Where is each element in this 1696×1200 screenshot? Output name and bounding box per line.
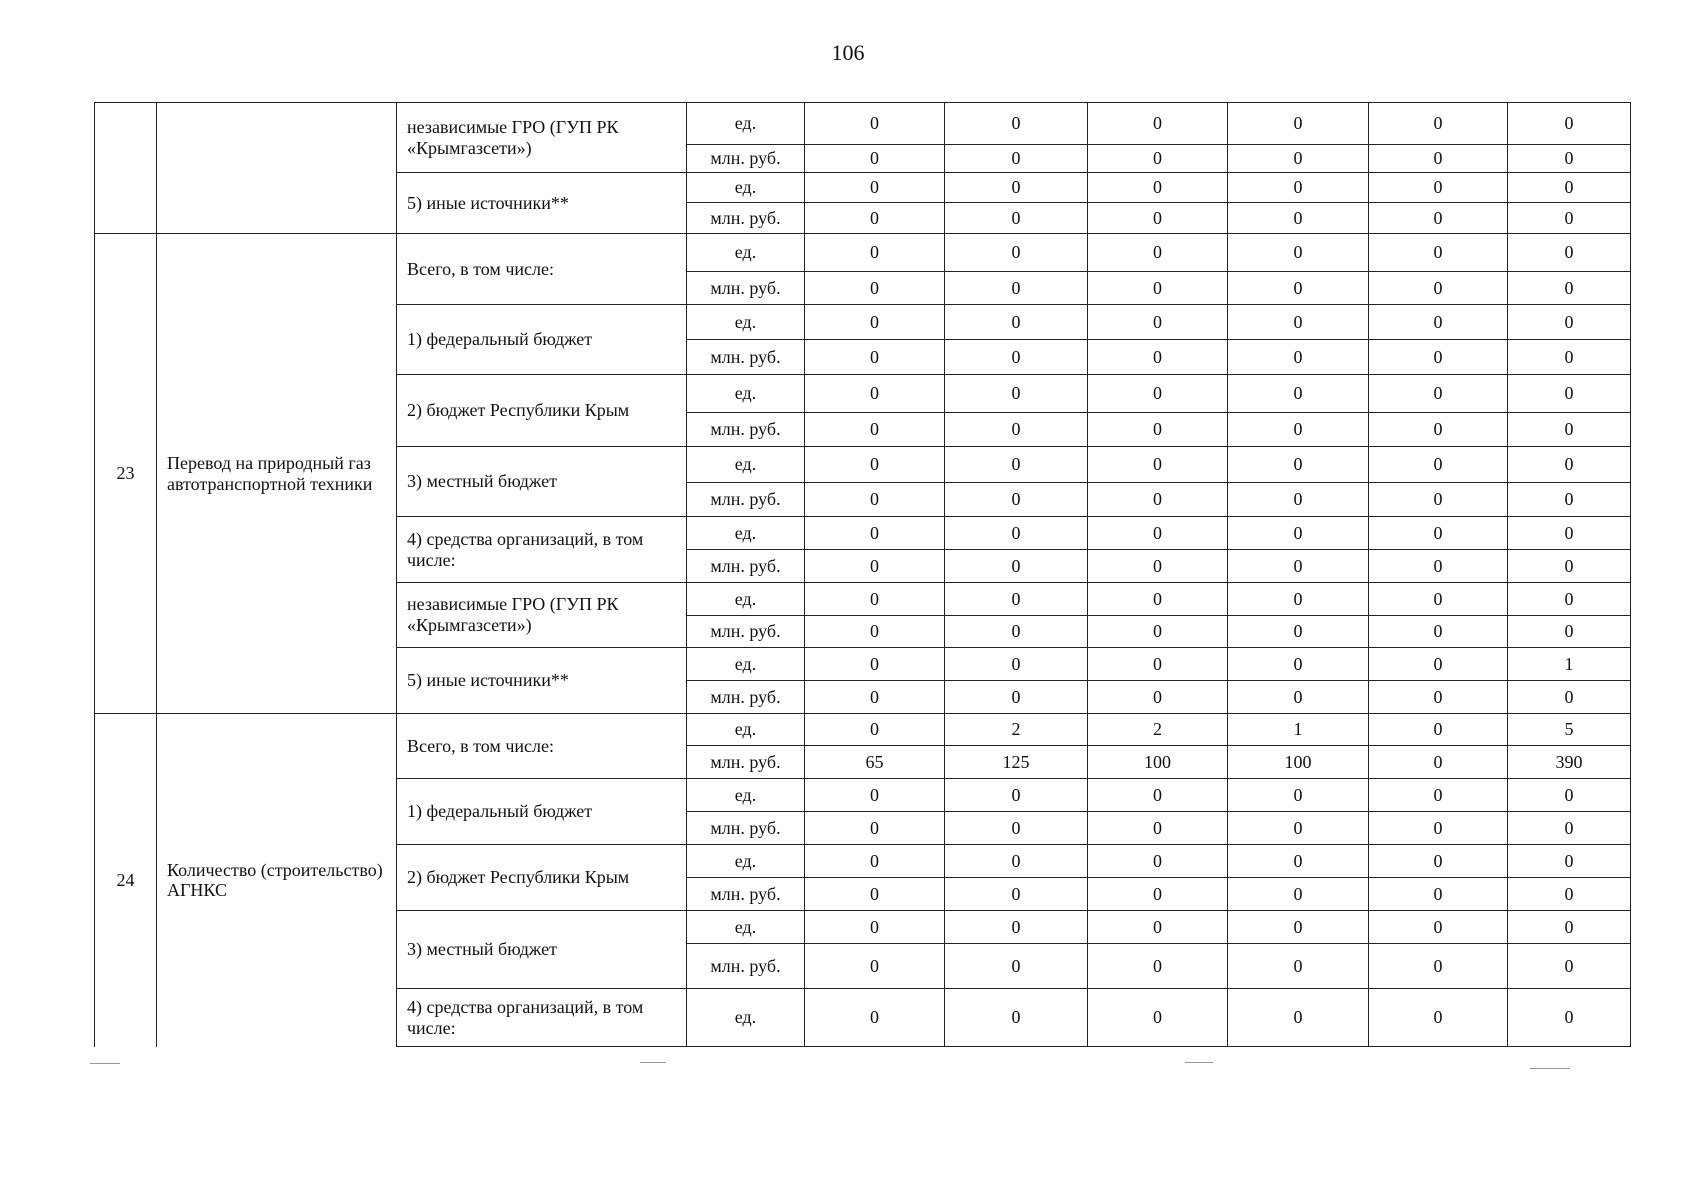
value-cell: 0 bbox=[1088, 878, 1228, 911]
value-cell: 0 bbox=[1228, 483, 1369, 517]
value-cell: 0 bbox=[1508, 173, 1631, 203]
value-cell: 0 bbox=[1088, 779, 1228, 812]
value-cell: 0 bbox=[1508, 375, 1631, 413]
value-cell: 0 bbox=[1369, 413, 1508, 447]
value-cell: 0 bbox=[945, 583, 1088, 616]
value-cell: 0 bbox=[1508, 145, 1631, 173]
value-cell: 0 bbox=[945, 203, 1088, 234]
value-cell: 0 bbox=[945, 375, 1088, 413]
value-cell: 0 bbox=[945, 845, 1088, 878]
value-cell: 0 bbox=[1369, 203, 1508, 234]
value-cell: 125 bbox=[945, 746, 1088, 779]
value-cell: 0 bbox=[945, 878, 1088, 911]
funding-source: 3) местный бюджет bbox=[397, 911, 687, 989]
value-cell: 0 bbox=[1369, 616, 1508, 648]
value-cell: 0 bbox=[1369, 878, 1508, 911]
funding-source: 5) иные источники** bbox=[397, 648, 687, 714]
value-cell: 0 bbox=[805, 812, 945, 845]
value-cell: 0 bbox=[945, 413, 1088, 447]
value-cell: 0 bbox=[1228, 944, 1369, 989]
value-cell: 0 bbox=[1088, 234, 1228, 272]
value-cell: 0 bbox=[1228, 616, 1369, 648]
unit-cell: ед. bbox=[687, 714, 805, 746]
unit-cell: млн. руб. bbox=[687, 145, 805, 173]
value-cell: 0 bbox=[1508, 447, 1631, 483]
value-cell: 0 bbox=[1369, 517, 1508, 550]
funding-source: 4) средства организаций, в том числе: bbox=[397, 517, 687, 583]
value-cell: 0 bbox=[1228, 447, 1369, 483]
unit-cell: млн. руб. bbox=[687, 203, 805, 234]
value-cell: 0 bbox=[1088, 483, 1228, 517]
value-cell: 0 bbox=[805, 203, 945, 234]
value-cell: 0 bbox=[1369, 845, 1508, 878]
value-cell: 390 bbox=[1508, 746, 1631, 779]
unit-cell: млн. руб. bbox=[687, 944, 805, 989]
value-cell: 0 bbox=[945, 681, 1088, 714]
value-cell: 0 bbox=[1088, 173, 1228, 203]
funding-source: 2) бюджет Республики Крым bbox=[397, 375, 687, 447]
value-cell: 0 bbox=[805, 305, 945, 340]
value-cell: 0 bbox=[945, 145, 1088, 173]
value-cell: 0 bbox=[1508, 583, 1631, 616]
value-cell: 0 bbox=[1228, 375, 1369, 413]
value-cell: 0 bbox=[1228, 173, 1369, 203]
unit-cell: млн. руб. bbox=[687, 550, 805, 583]
value-cell: 0 bbox=[1369, 583, 1508, 616]
value-cell: 0 bbox=[1369, 173, 1508, 203]
value-cell: 0 bbox=[1369, 779, 1508, 812]
value-cell: 0 bbox=[1508, 103, 1631, 145]
value-cell: 0 bbox=[805, 944, 945, 989]
value-cell: 0 bbox=[1508, 305, 1631, 340]
unit-cell: ед. bbox=[687, 375, 805, 413]
value-cell: 0 bbox=[945, 648, 1088, 681]
value-cell: 0 bbox=[805, 340, 945, 375]
unit-cell: млн. руб. bbox=[687, 272, 805, 305]
value-cell: 0 bbox=[1228, 812, 1369, 845]
value-cell: 0 bbox=[805, 779, 945, 812]
value-cell: 0 bbox=[1088, 340, 1228, 375]
value-cell: 0 bbox=[805, 173, 945, 203]
value-cell: 0 bbox=[1088, 989, 1228, 1047]
value-cell: 0 bbox=[805, 103, 945, 145]
value-cell: 0 bbox=[1088, 648, 1228, 681]
value-cell: 2 bbox=[945, 714, 1088, 746]
row-number: 24 bbox=[95, 714, 157, 1047]
funding-source: независимые ГРО (ГУП РК «Крымгазсети») bbox=[397, 583, 687, 648]
value-cell: 0 bbox=[1088, 375, 1228, 413]
value-cell: 0 bbox=[945, 447, 1088, 483]
unit-cell: ед. bbox=[687, 103, 805, 145]
value-cell: 0 bbox=[1088, 845, 1228, 878]
value-cell: 1 bbox=[1228, 714, 1369, 746]
value-cell: 0 bbox=[805, 714, 945, 746]
value-cell: 0 bbox=[1228, 681, 1369, 714]
value-cell: 0 bbox=[1228, 648, 1369, 681]
value-cell: 2 bbox=[1088, 714, 1228, 746]
value-cell: 0 bbox=[1508, 911, 1631, 944]
value-cell: 0 bbox=[945, 483, 1088, 517]
value-cell: 0 bbox=[1088, 616, 1228, 648]
value-cell: 0 bbox=[1369, 746, 1508, 779]
unit-cell: млн. руб. bbox=[687, 483, 805, 517]
value-cell: 0 bbox=[1508, 340, 1631, 375]
unit-cell: ед. bbox=[687, 911, 805, 944]
unit-cell: ед. bbox=[687, 845, 805, 878]
indicator-name bbox=[157, 103, 397, 234]
unit-cell: ед. bbox=[687, 989, 805, 1047]
value-cell: 0 bbox=[1369, 305, 1508, 340]
value-cell: 0 bbox=[1508, 517, 1631, 550]
value-cell: 0 bbox=[1508, 812, 1631, 845]
value-cell: 0 bbox=[1508, 203, 1631, 234]
value-cell: 0 bbox=[1369, 944, 1508, 989]
funding-source: Всего, в том числе: bbox=[397, 234, 687, 305]
funding-source: 2) бюджет Республики Крым bbox=[397, 845, 687, 911]
value-cell: 0 bbox=[1508, 989, 1631, 1047]
value-cell: 0 bbox=[1369, 483, 1508, 517]
unit-cell: млн. руб. bbox=[687, 340, 805, 375]
value-cell: 5 bbox=[1508, 714, 1631, 746]
value-cell: 0 bbox=[1228, 845, 1369, 878]
unit-cell: ед. bbox=[687, 234, 805, 272]
value-cell: 0 bbox=[1369, 648, 1508, 681]
value-cell: 0 bbox=[1369, 681, 1508, 714]
unit-cell: млн. руб. bbox=[687, 812, 805, 845]
funding-source: 5) иные источники** bbox=[397, 173, 687, 234]
value-cell: 0 bbox=[1088, 447, 1228, 483]
value-cell: 0 bbox=[1369, 447, 1508, 483]
value-cell: 100 bbox=[1228, 746, 1369, 779]
value-cell: 0 bbox=[1228, 550, 1369, 583]
value-cell: 0 bbox=[805, 234, 945, 272]
value-cell: 0 bbox=[1508, 234, 1631, 272]
value-cell: 0 bbox=[1508, 878, 1631, 911]
value-cell: 0 bbox=[1228, 517, 1369, 550]
unit-cell: ед. bbox=[687, 779, 805, 812]
value-cell: 0 bbox=[1508, 483, 1631, 517]
row-number: 23 bbox=[95, 234, 157, 714]
unit-cell: млн. руб. bbox=[687, 746, 805, 779]
value-cell: 0 bbox=[945, 340, 1088, 375]
value-cell: 0 bbox=[805, 413, 945, 447]
value-cell: 0 bbox=[1369, 145, 1508, 173]
value-cell: 0 bbox=[1228, 583, 1369, 616]
value-cell: 0 bbox=[1508, 845, 1631, 878]
value-cell: 0 bbox=[805, 878, 945, 911]
funding-source: Всего, в том числе: bbox=[397, 714, 687, 779]
value-cell: 0 bbox=[1088, 550, 1228, 583]
unit-cell: ед. bbox=[687, 305, 805, 340]
value-cell: 0 bbox=[945, 517, 1088, 550]
unit-cell: ед. bbox=[687, 648, 805, 681]
value-cell: 0 bbox=[1228, 234, 1369, 272]
value-cell: 0 bbox=[1369, 103, 1508, 145]
value-cell: 0 bbox=[945, 944, 1088, 989]
unit-cell: млн. руб. bbox=[687, 413, 805, 447]
unit-cell: млн. руб. bbox=[687, 681, 805, 714]
value-cell: 0 bbox=[1508, 550, 1631, 583]
value-cell: 100 bbox=[1088, 746, 1228, 779]
value-cell: 0 bbox=[1088, 812, 1228, 845]
page-number: 106 bbox=[831, 40, 865, 65]
value-cell: 0 bbox=[1508, 413, 1631, 447]
funding-source: 1) федеральный бюджет bbox=[397, 305, 687, 375]
value-cell: 0 bbox=[1088, 103, 1228, 145]
value-cell: 0 bbox=[945, 272, 1088, 305]
value-cell: 0 bbox=[1228, 878, 1369, 911]
table-row bbox=[95, 234, 1631, 272]
value-cell: 0 bbox=[945, 989, 1088, 1047]
value-cell: 0 bbox=[1508, 681, 1631, 714]
funding-source: 3) местный бюджет bbox=[397, 447, 687, 517]
funding-source: 1) федеральный бюджет bbox=[397, 779, 687, 845]
value-cell: 0 bbox=[805, 483, 945, 517]
value-cell: 0 bbox=[1088, 203, 1228, 234]
value-cell: 0 bbox=[1088, 517, 1228, 550]
value-cell: 0 bbox=[1369, 989, 1508, 1047]
value-cell: 0 bbox=[1088, 413, 1228, 447]
value-cell: 0 bbox=[1228, 145, 1369, 173]
value-cell: 0 bbox=[805, 989, 945, 1047]
value-cell: 0 bbox=[805, 517, 945, 550]
unit-cell: ед. bbox=[687, 517, 805, 550]
unit-cell: ед. bbox=[687, 173, 805, 203]
value-cell: 0 bbox=[1088, 944, 1228, 989]
table-row bbox=[95, 103, 1631, 145]
value-cell: 0 bbox=[1228, 340, 1369, 375]
value-cell: 0 bbox=[1228, 203, 1369, 234]
value-cell: 0 bbox=[805, 845, 945, 878]
funding-source: независимые ГРО (ГУП РК «Крымгазсети») bbox=[397, 103, 687, 173]
value-cell: 0 bbox=[1369, 272, 1508, 305]
value-cell: 0 bbox=[805, 681, 945, 714]
unit-cell: млн. руб. bbox=[687, 616, 805, 648]
value-cell: 0 bbox=[945, 234, 1088, 272]
value-cell: 0 bbox=[1369, 911, 1508, 944]
value-cell: 0 bbox=[805, 447, 945, 483]
value-cell: 0 bbox=[1508, 944, 1631, 989]
value-cell: 0 bbox=[805, 145, 945, 173]
value-cell: 0 bbox=[945, 103, 1088, 145]
unit-cell: млн. руб. bbox=[687, 878, 805, 911]
value-cell: 0 bbox=[805, 550, 945, 583]
value-cell: 0 bbox=[1088, 272, 1228, 305]
value-cell: 0 bbox=[1088, 681, 1228, 714]
value-cell: 0 bbox=[1228, 305, 1369, 340]
value-cell: 0 bbox=[945, 173, 1088, 203]
value-cell: 0 bbox=[1088, 145, 1228, 173]
value-cell: 0 bbox=[1369, 375, 1508, 413]
value-cell: 0 bbox=[945, 305, 1088, 340]
indicator-name: Количество (строительство) АГНКС bbox=[157, 714, 397, 1047]
value-cell: 0 bbox=[945, 616, 1088, 648]
value-cell: 0 bbox=[805, 375, 945, 413]
value-cell: 0 bbox=[1228, 779, 1369, 812]
value-cell: 0 bbox=[805, 911, 945, 944]
value-cell: 65 bbox=[805, 746, 945, 779]
value-cell: 0 bbox=[1088, 305, 1228, 340]
value-cell: 0 bbox=[1228, 413, 1369, 447]
indicator-name: Перевод на природный газ автотранспортной техники bbox=[157, 234, 397, 714]
table-row bbox=[95, 714, 1631, 746]
value-cell: 0 bbox=[805, 648, 945, 681]
funding-source: 4) средства организаций, в том числе: bbox=[397, 989, 687, 1047]
unit-cell: ед. bbox=[687, 447, 805, 483]
value-cell: 0 bbox=[1369, 812, 1508, 845]
value-cell: 0 bbox=[1508, 779, 1631, 812]
value-cell: 0 bbox=[1508, 616, 1631, 648]
row-number bbox=[95, 103, 157, 234]
value-cell: 0 bbox=[1228, 911, 1369, 944]
funding-table bbox=[94, 102, 1631, 1047]
value-cell: 0 bbox=[945, 779, 1088, 812]
value-cell: 0 bbox=[1369, 714, 1508, 746]
value-cell: 1 bbox=[1508, 648, 1631, 681]
value-cell: 0 bbox=[1228, 989, 1369, 1047]
value-cell: 0 bbox=[1088, 583, 1228, 616]
value-cell: 0 bbox=[1228, 272, 1369, 305]
value-cell: 0 bbox=[1088, 911, 1228, 944]
unit-cell: ед. bbox=[687, 583, 805, 616]
value-cell: 0 bbox=[945, 911, 1088, 944]
value-cell: 0 bbox=[805, 583, 945, 616]
value-cell: 0 bbox=[1228, 103, 1369, 145]
value-cell: 0 bbox=[1369, 234, 1508, 272]
value-cell: 0 bbox=[1508, 272, 1631, 305]
value-cell: 0 bbox=[1369, 340, 1508, 375]
value-cell: 0 bbox=[945, 812, 1088, 845]
value-cell: 0 bbox=[945, 550, 1088, 583]
value-cell: 0 bbox=[1369, 550, 1508, 583]
value-cell: 0 bbox=[805, 616, 945, 648]
value-cell: 0 bbox=[805, 272, 945, 305]
